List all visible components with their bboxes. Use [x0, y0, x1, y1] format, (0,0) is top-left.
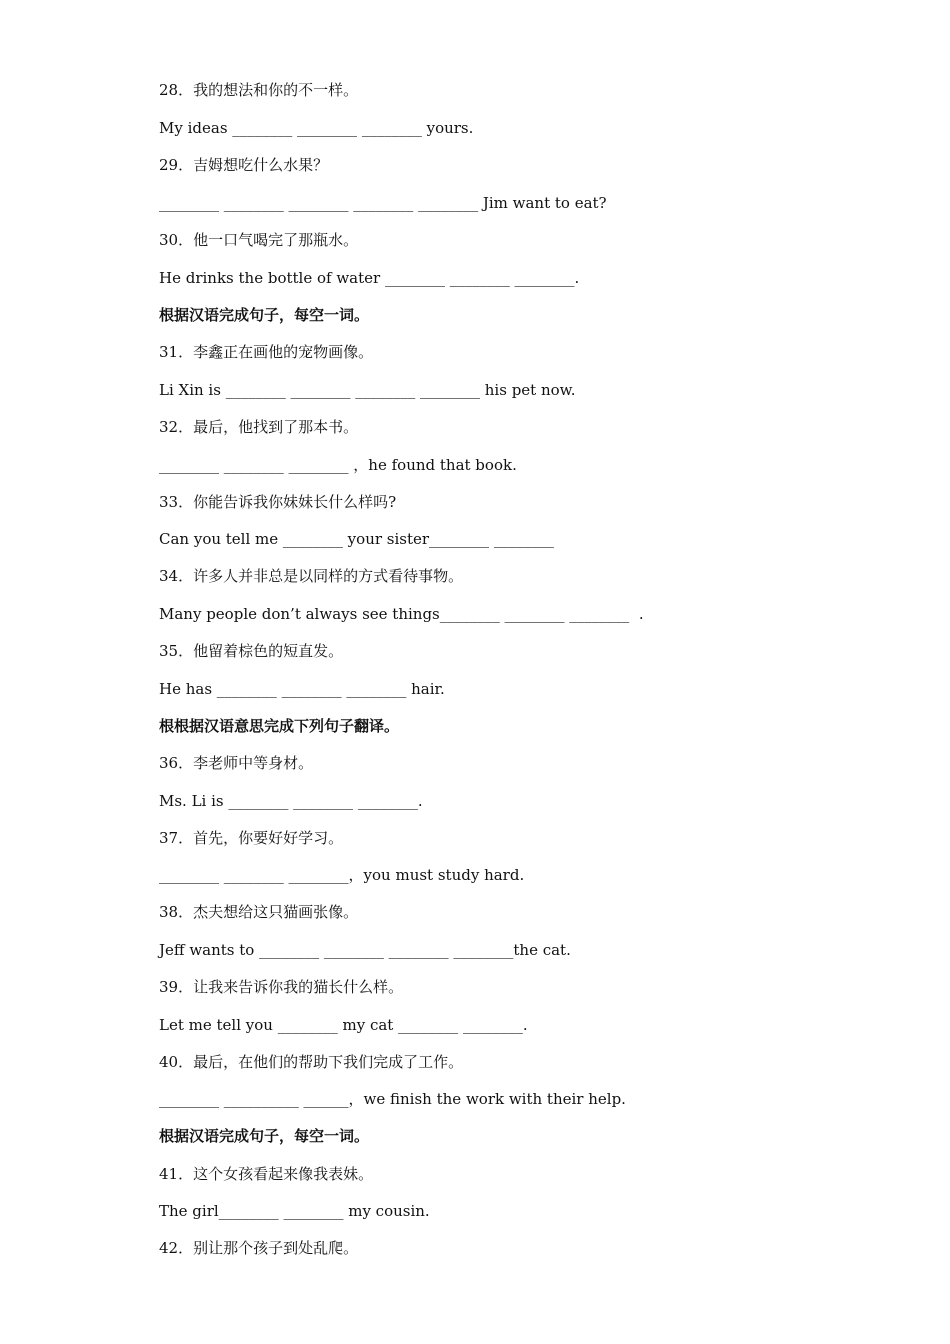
question-35: 35．他留着棕色的短直发。: [159, 642, 344, 660]
question-32: 32．最后，他找到了那本书。: [159, 418, 359, 436]
answer-37: ________ ________ ________，you must study hard.: [159, 866, 525, 884]
answer-31: Li Xin is ________ ________ ________ ________ his pet now.: [159, 381, 576, 399]
question-39: 39．让我来告诉你我的猫长什么样。: [159, 978, 404, 996]
answer-35: He has ________ ________ ________ hair.: [159, 680, 445, 698]
question-31: 31．李鑫正在画他的宠物画像。: [159, 343, 374, 361]
question-42: 42．别让那个孩子到处乱爬。: [159, 1239, 359, 1257]
question-41: 41．这个女孩看起来像我表妹。: [159, 1165, 374, 1183]
answer-33: Can you tell me ________ your sister________ ________: [159, 530, 554, 548]
answer-40: ________ __________ ______，we finish the work with their help.: [159, 1090, 626, 1108]
question-34: 34．许多人并非总是以同样的方式看待事物。: [159, 567, 464, 585]
answer-29: ________ ________ ________ ________ ________ Jim want to eat?: [159, 194, 607, 212]
answer-30: He drinks the bottle of water ________ ________ ________.: [159, 269, 580, 287]
question-33: 33．你能告诉我你妹妹长什么样吗?: [159, 493, 397, 511]
answer-38: Jeff wants to ________ ________ ________ ________the cat.: [159, 941, 571, 959]
question-36: 36．李老师中等身材。: [159, 754, 314, 772]
question-40: 40．最后，在他们的帮助下我们完成了工作。: [159, 1053, 464, 1071]
question-30: 30．他一口气喝完了那瓶水。: [159, 231, 359, 249]
question-28: 28．我的想法和你的不一样。: [159, 81, 359, 99]
section-header: 根根据汉语意思完成下列句子翻译。: [159, 717, 400, 735]
section-header: 根据汉语完成句子，每空一词。: [159, 1127, 370, 1145]
answer-36: Ms. Li is ________ ________ ________.: [159, 792, 423, 810]
answer-39: Let me tell you ________ my cat ________ ________.: [159, 1016, 528, 1034]
answer-34: Many people don’t always see things________ ________ ________ .: [159, 605, 644, 623]
question-29: 29．吉姆想吃什么水果？: [159, 156, 329, 174]
answer-41: The girl________ ________ my cousin.: [159, 1202, 430, 1220]
question-38: 38．杰夫想给这只猫画张像。: [159, 903, 359, 921]
question-37: 37．首先，你要好好学习。: [159, 829, 344, 847]
answer-32: ________ ________ ________ ，he found that book.: [159, 456, 517, 474]
answer-28: My ideas ________ ________ ________ yours.: [159, 119, 474, 137]
section-header: 根据汉语完成句子，每空一词。: [159, 306, 370, 324]
